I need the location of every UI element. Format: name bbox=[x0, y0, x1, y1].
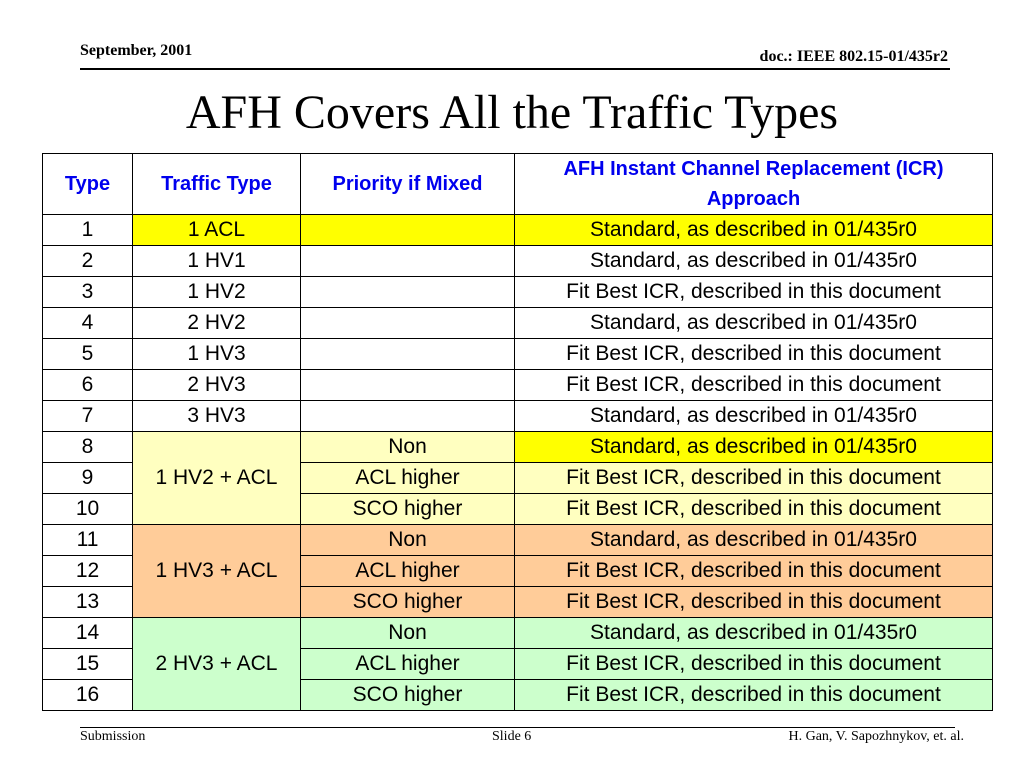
cell-priority: ACL higher bbox=[301, 463, 515, 494]
cell-approach: Fit Best ICR, described in this document bbox=[515, 649, 993, 680]
cell-traffic-type: 1 HV2 + ACL bbox=[133, 432, 301, 525]
cell-approach: Standard, as described in 01/435r0 bbox=[515, 215, 993, 246]
footer-divider bbox=[80, 727, 955, 728]
table-row bbox=[43, 525, 993, 556]
table-row bbox=[43, 277, 993, 308]
cell-approach: Standard, as described in 01/435r0 bbox=[515, 246, 993, 277]
header-approach: AFH Instant Channel Replacement (ICR) Approach bbox=[515, 154, 993, 215]
cell-type: 15 bbox=[43, 649, 133, 680]
cell-type: 8 bbox=[43, 432, 133, 463]
cell-approach: Fit Best ICR, described in this document bbox=[515, 556, 993, 587]
cell-priority: SCO higher bbox=[301, 494, 515, 525]
header-type: Type bbox=[43, 154, 133, 215]
cell-priority bbox=[301, 401, 515, 432]
cell-type: 5 bbox=[43, 339, 133, 370]
footer-authors: H. Gan, V. Sapozhnykov, et. al. bbox=[788, 729, 964, 744]
cell-approach: Fit Best ICR, described in this document bbox=[515, 494, 993, 525]
table-row bbox=[43, 370, 993, 401]
table-row bbox=[43, 432, 993, 463]
cell-approach: Fit Best ICR, described in this document bbox=[515, 587, 993, 618]
cell-traffic-type: 1 HV2 bbox=[133, 277, 301, 308]
cell-approach: Fit Best ICR, described in this document bbox=[515, 339, 993, 370]
cell-approach: Standard, as described in 01/435r0 bbox=[515, 432, 993, 463]
cell-priority: Non bbox=[301, 525, 515, 556]
cell-priority: SCO higher bbox=[301, 680, 515, 711]
cell-type: 4 bbox=[43, 308, 133, 339]
cell-type: 11 bbox=[43, 525, 133, 556]
cell-traffic-type: 1 HV3 bbox=[133, 339, 301, 370]
table-header-row bbox=[43, 154, 993, 215]
cell-priority bbox=[301, 246, 515, 277]
table-row bbox=[43, 308, 993, 339]
cell-traffic-type: 1 HV3 + ACL bbox=[133, 525, 301, 618]
header-date: September, 2001 bbox=[80, 42, 193, 59]
table-row bbox=[43, 618, 993, 649]
cell-approach: Fit Best ICR, described in this document bbox=[515, 277, 993, 308]
cell-priority bbox=[301, 215, 515, 246]
cell-traffic-type: 1 ACL bbox=[133, 215, 301, 246]
footer-submission: Submission bbox=[80, 729, 146, 744]
header-divider bbox=[80, 68, 950, 70]
cell-type: 7 bbox=[43, 401, 133, 432]
header-priority: Priority if Mixed bbox=[301, 154, 515, 215]
cell-type: 9 bbox=[43, 463, 133, 494]
cell-priority bbox=[301, 277, 515, 308]
cell-type: 12 bbox=[43, 556, 133, 587]
cell-traffic-type: 2 HV3 bbox=[133, 370, 301, 401]
cell-type: 14 bbox=[43, 618, 133, 649]
cell-traffic-type: 3 HV3 bbox=[133, 401, 301, 432]
cell-type: 10 bbox=[43, 494, 133, 525]
cell-priority: Non bbox=[301, 618, 515, 649]
cell-priority: ACL higher bbox=[301, 556, 515, 587]
cell-priority: Non bbox=[301, 432, 515, 463]
traffic-types-table bbox=[42, 153, 993, 711]
cell-approach: Fit Best ICR, described in this document bbox=[515, 463, 993, 494]
cell-approach: Standard, as described in 01/435r0 bbox=[515, 401, 993, 432]
table-row bbox=[43, 401, 993, 432]
cell-approach: Fit Best ICR, described in this document bbox=[515, 680, 993, 711]
cell-approach: Standard, as described in 01/435r0 bbox=[515, 308, 993, 339]
cell-traffic-type: 2 HV3 + ACL bbox=[133, 618, 301, 711]
cell-type: 1 bbox=[43, 215, 133, 246]
cell-type: 2 bbox=[43, 246, 133, 277]
header-doc-id: doc.: IEEE 802.15-01/435r2 bbox=[759, 48, 948, 65]
cell-type: 6 bbox=[43, 370, 133, 401]
cell-approach: Fit Best ICR, described in this document bbox=[515, 370, 993, 401]
table-row bbox=[43, 215, 993, 246]
cell-approach: Standard, as described in 01/435r0 bbox=[515, 618, 993, 649]
slide-title: AFH Covers All the Traffic Types bbox=[185, 86, 839, 139]
cell-traffic-type: 1 HV1 bbox=[133, 246, 301, 277]
cell-traffic-type: 2 HV2 bbox=[133, 308, 301, 339]
cell-type: 16 bbox=[43, 680, 133, 711]
cell-approach: Standard, as described in 01/435r0 bbox=[515, 525, 993, 556]
cell-priority bbox=[301, 370, 515, 401]
table-body bbox=[43, 215, 993, 711]
cell-type: 3 bbox=[43, 277, 133, 308]
footer-slide-number: Slide 6 bbox=[492, 729, 532, 744]
cell-priority: SCO higher bbox=[301, 587, 515, 618]
header-traffic-type: Traffic Type bbox=[133, 154, 301, 215]
cell-priority bbox=[301, 339, 515, 370]
cell-type: 13 bbox=[43, 587, 133, 618]
table-row bbox=[43, 246, 993, 277]
table-row bbox=[43, 339, 993, 370]
cell-priority bbox=[301, 308, 515, 339]
cell-priority: ACL higher bbox=[301, 649, 515, 680]
